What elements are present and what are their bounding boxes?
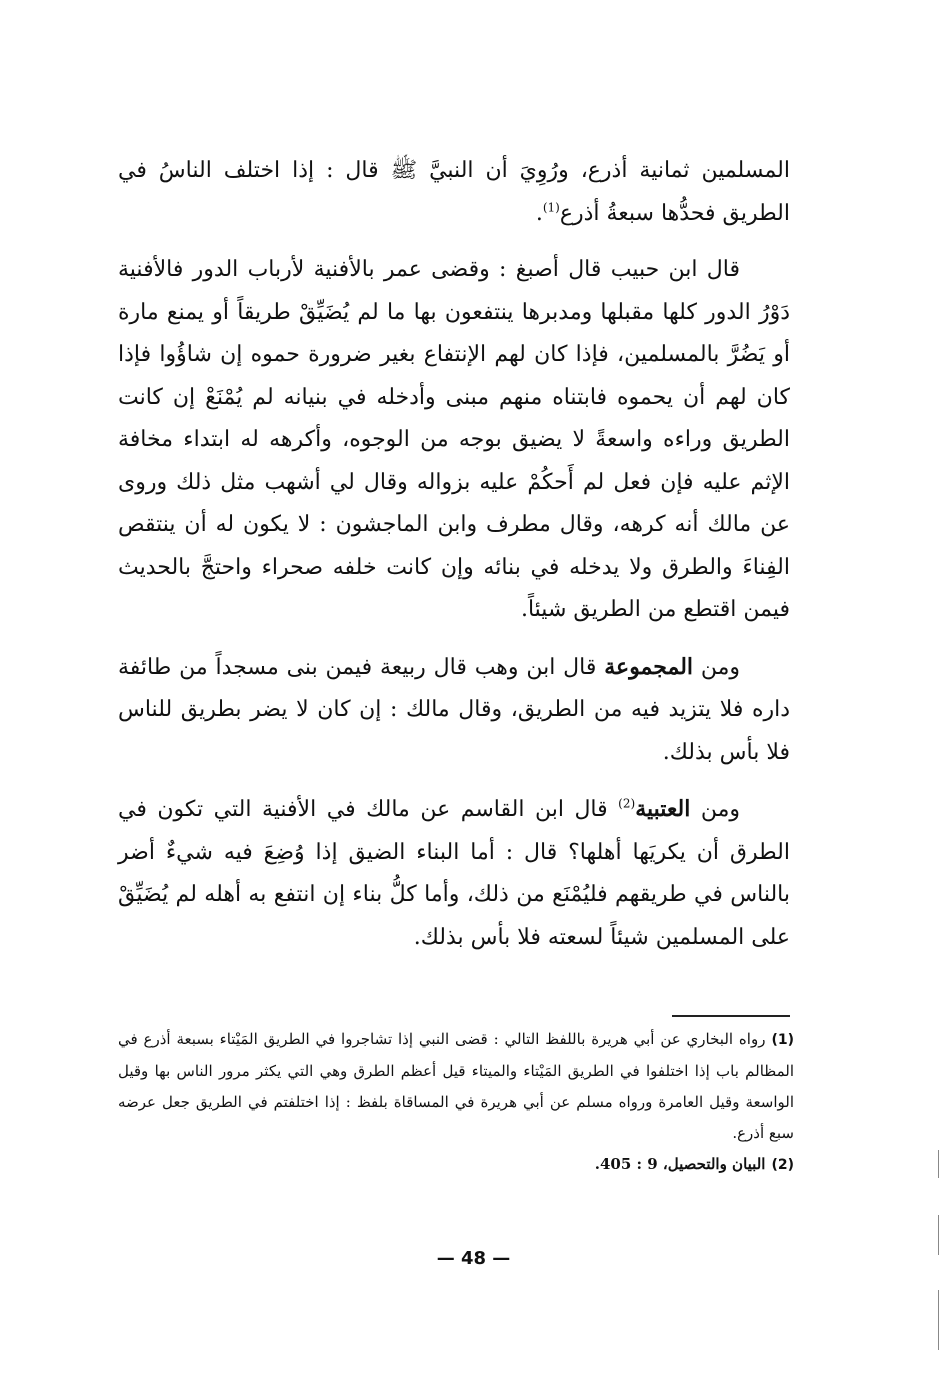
footnote-2 bbox=[118, 1149, 794, 1181]
footnote-1 bbox=[118, 1024, 794, 1149]
source-title-majmua: المجموعة bbox=[604, 653, 694, 680]
scan-edge-mark bbox=[938, 1290, 939, 1350]
footnote-ref-1: (1) bbox=[542, 200, 560, 215]
paragraph-4 bbox=[118, 788, 790, 959]
footnote-1-text: رواه البخاري عن أبي هريرة باللفظ التالي : قضى النبي إذا تشاجروا في الطريق المَيْتاء بسبعة أذرع في المظالم باب إذا اختلفوا في الطريق المَيْتاء والميتاء قيل أعظم الطرق وهي التي يكثر مرور الناس بها وقيل الواسعة وقيل العامرة ورواه مسلم عن أبي هريرة في المساقاة بلفظ : إذا اختلفتم في الطريق جعل عرضه سبع أذرع. bbox=[118, 1030, 794, 1142]
paragraph-3 bbox=[118, 646, 790, 775]
scan-edge-mark bbox=[938, 1215, 939, 1255]
paragraph-4-text: قال ابن القاسم عن مالك في الأفنية التي تكون في الطرق أن يكريَها أهلها؟ قال : أما البناء الضيق إذا وُضِعَ فيه شيءٌ أضر بالناس في طريقهم فليُمْنَع من ذلك، وأما كلُّ بناء إن انتفع به أهله لم يُضَيِّقْ على المسلمين شيئاً لسعته فلا بأس بذلك. bbox=[118, 797, 790, 950]
source-title-utbiyya: العتبية bbox=[635, 796, 691, 822]
paragraph-1 bbox=[118, 150, 790, 235]
paragraph-4-lead: ومن bbox=[700, 797, 740, 822]
paragraph-1-text: المسلمين ثمانية أذرع، ورُوِيَ أن النبيَّ ﷺ قال : إذا اختلف الناسُ في الطريق فحدُّها سبعةُ أذرع bbox=[118, 158, 790, 226]
footnote-2-text: البيان والتحصيل، 9 : 405. bbox=[594, 1155, 766, 1173]
scan-edge-mark bbox=[938, 1150, 939, 1178]
paragraph-2: قال ابن حبيب قال أصبغ : وقضى عمر بالأفنية لأرباب الدور فالأفنية دَوْرُ الدور كلها مقبلها ومدبرها ينتفعون بها ما لم يُضَيِّقْ طريقاً أو يمنع مارة أو يَضُرَّ بالمسلمين، فإذا كان لهم الإنتفاع بغير ضرورة حموه إن شاؤُوا فإذا كان لهم أن يحموه فابتناه منهم مبنى وأدخله في بنيانه لم يُمْنَعْ إن كانت الطريق وراءه واسعةً لا يضيق بوجه من الوجوه، وأكرهه له ابتداء مخافة الإثم عليه فإن فعل لم أَحكُمْ عليه بزواله وقال لي أشهب مثل ذلك وروى عن مالك أنه كرهه، وقال مطرف وابن الماجشون : لا يكون له أن ينتقص الفِناءَ والطرق ولا يدخله في بنائه وإن كانت خلفه صحراء واحتجَّ بالحديث فيمن اقتطع من الطريق شيئاً. bbox=[118, 257, 790, 622]
footnotes bbox=[118, 1024, 794, 1181]
paragraph-3-text: قال ابن وهب قال ربيعة فيمن بنى مسجداً من طائفة داره فلا يتزيد فيه من الطريق، وقال مالك : إن كان لا يضر بطريق للناس فلا بأس بذلك. bbox=[118, 654, 790, 765]
footnote-1-number: (1) bbox=[771, 1032, 794, 1048]
footnote-ref-2: (2) bbox=[618, 796, 636, 811]
page-number: — 48 — bbox=[436, 1248, 511, 1269]
main-text bbox=[118, 150, 790, 973]
footnote-divider bbox=[672, 1015, 790, 1017]
paragraph-1-end: . bbox=[535, 200, 543, 226]
paragraph-3-lead: ومن bbox=[700, 654, 741, 680]
footnote-2-number: (2) bbox=[771, 1157, 794, 1173]
